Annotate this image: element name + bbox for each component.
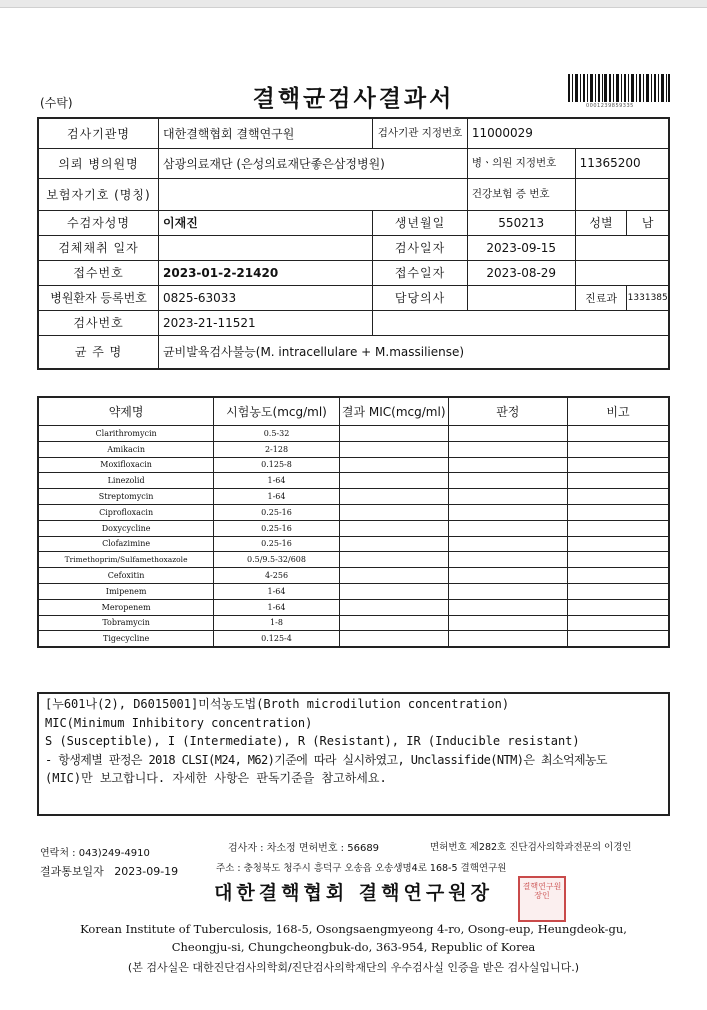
drug-remarks-cell	[567, 504, 669, 520]
drug-row	[38, 473, 669, 489]
drug-remarks-cell	[567, 426, 669, 442]
drug-result-cell	[339, 441, 448, 457]
drug-remarks-cell	[567, 631, 669, 647]
drug-table	[37, 396, 670, 648]
english-address-line2: Cheongju-si, Chungcheongbuk-do, 363-954, Republic of Korea	[171, 940, 536, 954]
report-date: 결과통보일자 2023-09-19	[40, 865, 179, 878]
insurer-label: 보험자기호 (명칭)	[38, 178, 159, 210]
client-value: 삼광의료재단 (은성의료재단좋은삼정병원)	[159, 148, 468, 178]
english-address-line1: Korean Institute of Tuberculosis, 168-5, Osongsaengmyeong 4-ro, Osong-eup, Heungdeok-gu,	[80, 922, 627, 936]
drug-result-cell	[339, 426, 448, 442]
contact-phone: 연락처 : 043)249-4910	[40, 848, 150, 859]
drug-result-cell	[339, 520, 448, 536]
client-label: 의뢰 병의원명	[38, 148, 159, 178]
drug-judgement-cell	[448, 504, 567, 520]
test-no-label: 검사번호	[38, 310, 159, 335]
drug-row	[38, 615, 669, 631]
drug-row	[38, 520, 669, 536]
drug-judgement-cell	[448, 631, 567, 647]
agency-code-value: 11000029	[467, 118, 669, 148]
drug-header-judgement: 판정	[448, 397, 567, 426]
hospital-reg-label: 병원환자 등록번호	[38, 285, 159, 310]
drug-judgement-cell	[448, 615, 567, 631]
drug-row	[38, 599, 669, 615]
drug-name-cell: Imipenem	[38, 583, 214, 599]
dept-value: 1331385	[627, 285, 669, 310]
drug-remarks-cell	[567, 599, 669, 615]
drug-result-cell	[339, 599, 448, 615]
birth-label: 생년월일	[373, 210, 468, 235]
drug-concentration-cell: 4-256	[214, 568, 340, 584]
notes-line: - 항생제별 판정은 2018 CLSI(M24, M62)기준에 따라 실시하였고, Unclassifide(NTM)은 최소억제농도	[45, 752, 607, 767]
drug-header-concentration: 시험농도(mcg/ml)	[214, 397, 340, 426]
drug-concentration-cell: 1-64	[214, 489, 340, 505]
drug-remarks-cell	[567, 520, 669, 536]
drug-concentration-cell: 1-64	[214, 473, 340, 489]
drug-row	[38, 504, 669, 520]
strain-label: 균 주 명	[38, 335, 159, 369]
agency-code-label: 검사기관 지정번호	[373, 118, 468, 148]
drug-remarks-cell	[567, 473, 669, 489]
drug-remarks-cell	[567, 583, 669, 599]
hospital-reg-value: 0825-63033	[159, 285, 373, 310]
drug-judgement-cell	[448, 520, 567, 536]
drug-result-cell	[339, 583, 448, 599]
drug-name-cell: Streptomycin	[38, 489, 214, 505]
health-insurance-value	[575, 178, 669, 210]
notes-line: [누601나(2), D6015001]미석농도법(Broth microdilution concentration)	[45, 697, 510, 711]
receipt-date-label: 접수일자	[373, 260, 468, 285]
drug-name-cell: Moxifloxacin	[38, 457, 214, 473]
clinic-code-value: 11365200	[575, 148, 669, 178]
receipt-no-value: 2023-01-2-21420	[159, 260, 373, 285]
info-table	[37, 117, 670, 370]
insurer-value	[159, 178, 468, 210]
drug-header-name: 약제명	[38, 397, 214, 426]
test-no-value: 2023-21-11521	[159, 310, 373, 335]
drug-row	[38, 536, 669, 552]
test-date-value: 2023-09-15	[467, 235, 575, 260]
drug-result-cell	[339, 552, 448, 568]
drug-judgement-cell	[448, 441, 567, 457]
drug-header-remarks: 비고	[567, 397, 669, 426]
collect-date-value	[159, 235, 373, 260]
patient-label: 수검자성명	[38, 210, 159, 235]
patient-name: 이재진	[159, 210, 373, 235]
license-info: 면허번호 제282호 진단검사의학과전문의 이경인	[430, 842, 632, 853]
doctor-label: 담당의사	[373, 285, 468, 310]
official-seal-icon: 결핵연구원장인	[518, 876, 566, 922]
window-top-border	[0, 0, 707, 8]
drug-judgement-cell	[448, 457, 567, 473]
drug-name-cell: Tobramycin	[38, 615, 214, 631]
drug-concentration-cell: 2-128	[214, 441, 340, 457]
drug-judgement-cell	[448, 536, 567, 552]
inspector-info: 검사자 : 차소정 면허번호 : 56689	[228, 843, 380, 854]
drug-judgement-cell	[448, 552, 567, 568]
consignment-label: (수탁)	[40, 96, 73, 110]
dept-label: 진료과	[575, 285, 627, 310]
notes-line: (MIC)만 보고합니다. 자세한 사항은 판독기준을 참고하세요.	[45, 771, 387, 785]
barcode-icon	[568, 74, 670, 102]
drug-concentration-cell: 0.5/9.5-32/608	[214, 552, 340, 568]
drug-result-cell	[339, 568, 448, 584]
drug-name-cell: Tigecycline	[38, 631, 214, 647]
drug-judgement-cell	[448, 583, 567, 599]
sex-label: 성별	[575, 210, 627, 235]
drug-judgement-cell	[448, 489, 567, 505]
birth-value: 550213	[467, 210, 575, 235]
drug-name-cell: Trimethoprim/Sulfamethoxazole	[38, 552, 214, 568]
drug-result-cell	[339, 473, 448, 489]
health-insurance-label: 건강보험 증 번호	[467, 178, 575, 210]
drug-name-cell: Linezolid	[38, 473, 214, 489]
drug-result-cell	[339, 615, 448, 631]
drug-name-cell: Cefoxitin	[38, 568, 214, 584]
drug-result-cell	[339, 504, 448, 520]
strain-value: 균비발육검사불능(M. intracellulare + M.massiliense)	[159, 335, 669, 369]
drug-row	[38, 583, 669, 599]
drug-concentration-cell: 0.5-32	[214, 426, 340, 442]
drug-row	[38, 568, 669, 584]
document-title: 결핵균검사결과서	[252, 85, 455, 112]
drug-concentration-cell: 0.125-8	[214, 457, 340, 473]
drug-name-cell: Meropenem	[38, 599, 214, 615]
notes-line: MIC(Minimum Inhibitory concentration)	[45, 715, 313, 730]
address: 주소 : 충청북도 청주시 흥덕구 오송읍 오송생명4로 168-5 결핵연구원	[216, 863, 507, 874]
drug-remarks-cell	[567, 441, 669, 457]
drug-name-cell: Clofazimine	[38, 536, 214, 552]
drug-remarks-cell	[567, 457, 669, 473]
drug-table-body	[38, 426, 669, 648]
agency-value: 대한결핵협회 결핵연구원	[159, 118, 373, 148]
drug-row	[38, 489, 669, 505]
agency-label: 검사기관명	[38, 118, 159, 148]
notes-line: S (Susceptible), I (Intermediate), R (Resistant), IR (Inducible resistant)	[45, 734, 580, 748]
clinic-code-label: 병ㆍ의원 지정번호	[467, 148, 575, 178]
drug-concentration-cell: 1-8	[214, 615, 340, 631]
drug-row	[38, 457, 669, 473]
doctor-value	[467, 285, 575, 310]
test-date-label: 검사일자	[373, 235, 468, 260]
drug-judgement-cell	[448, 599, 567, 615]
drug-remarks-cell	[567, 615, 669, 631]
drug-concentration-cell: 0.125-4	[214, 631, 340, 647]
drug-concentration-cell: 0.25-16	[214, 536, 340, 552]
drug-row	[38, 441, 669, 457]
sex-value: 남	[627, 210, 669, 235]
drug-concentration-cell: 1-64	[214, 583, 340, 599]
drug-row	[38, 552, 669, 568]
drug-result-cell	[339, 631, 448, 647]
drug-row	[38, 631, 669, 647]
drug-concentration-cell: 0.25-16	[214, 504, 340, 520]
drug-result-cell	[339, 457, 448, 473]
drug-name-cell: Clarithromycin	[38, 426, 214, 442]
drug-remarks-cell	[567, 552, 669, 568]
drug-name-cell: Amikacin	[38, 441, 214, 457]
drug-row	[38, 426, 669, 442]
drug-remarks-cell	[567, 536, 669, 552]
drug-remarks-cell	[567, 568, 669, 584]
drug-judgement-cell	[448, 426, 567, 442]
drug-concentration-cell: 0.25-16	[214, 520, 340, 536]
receipt-date-value: 2023-08-29	[467, 260, 575, 285]
notes-box	[37, 692, 670, 816]
receipt-no-label: 접수번호	[38, 260, 159, 285]
drug-judgement-cell	[448, 473, 567, 489]
drug-result-cell	[339, 489, 448, 505]
drug-header-result: 결과 MIC(mcg/ml)	[339, 397, 448, 426]
drug-remarks-cell	[567, 489, 669, 505]
drug-name-cell: Doxycycline	[38, 520, 214, 536]
drug-concentration-cell: 1-64	[214, 599, 340, 615]
drug-name-cell: Ciprofloxacin	[38, 504, 214, 520]
drug-judgement-cell	[448, 568, 567, 584]
barcode-number: 0001239859335	[586, 103, 634, 109]
collect-date-label: 검체채취 일자	[38, 235, 159, 260]
drug-result-cell	[339, 536, 448, 552]
organization-name: 대한결핵협회 결핵연구원장	[214, 882, 493, 904]
certification-note: (본 검사실은 대한진단검사의학회/진단검사의학재단의 우수검사실 인증을 받은 검사실입니다.)	[127, 961, 580, 974]
